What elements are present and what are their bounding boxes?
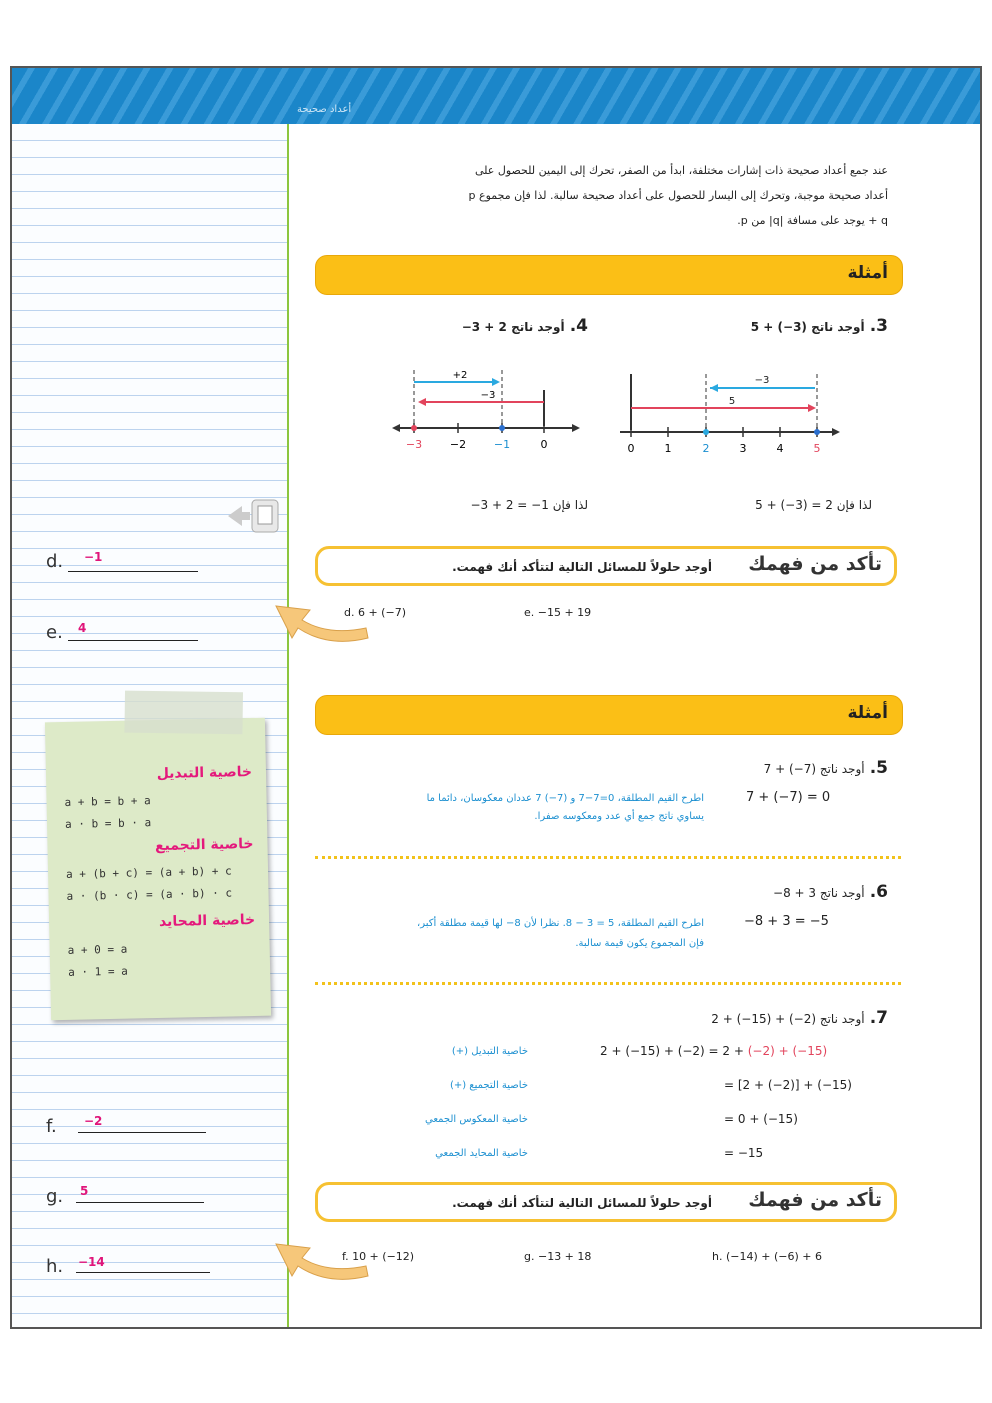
start-dot	[814, 429, 820, 435]
tick-label: 0	[540, 438, 548, 451]
example-7-step-4: = −15	[724, 1146, 764, 1160]
label-plus-2: +2	[452, 370, 468, 381]
answer-d-label: d.	[46, 551, 64, 572]
problem-f: f. 10 + (−12)	[342, 1250, 415, 1263]
answer-h-value: −14	[78, 1255, 105, 1269]
commutative-title: خاصية التبديل	[156, 764, 253, 783]
example-4-number: 4.	[569, 316, 588, 336]
curved-arrow-icon	[258, 1226, 378, 1302]
answer-f-value: −2	[84, 1114, 103, 1128]
step-2-property: خاصية التجميع (+)	[449, 1080, 528, 1091]
tick-label: −1	[493, 438, 511, 451]
example-5-equation: 7 + (−7) = 0	[746, 790, 831, 805]
label-minus-3: −3	[480, 390, 496, 401]
problem-h: h. (−14) + (−6) + 6	[712, 1250, 822, 1263]
problem-d: d. 6 + (−7)	[344, 606, 406, 619]
step-3-property: خاصية المعكوس الجمعي	[424, 1114, 528, 1125]
answer-h-label: h.	[46, 1256, 64, 1277]
example-5-explanation	[308, 790, 704, 826]
example-5-note-2: يساوي ناتج جمع أي عدد ومعكوسه صفرا.	[534, 811, 704, 822]
example-6-explanation	[308, 914, 704, 954]
tick-label: 2	[702, 442, 710, 455]
examples-title-2: أمثلة	[847, 703, 888, 723]
result-dot	[499, 425, 505, 431]
result-dot	[703, 429, 709, 435]
separator	[315, 856, 901, 859]
step-1-left: 2 + (−15) + (−2) = 2 +	[600, 1044, 748, 1058]
separator	[315, 982, 901, 985]
label-plus-5: 5	[728, 396, 736, 407]
answer-f-line[interactable]	[78, 1132, 206, 1133]
example-5-number: 5.	[869, 758, 888, 778]
example-7-prompt: أوجد ناتج (2−) + (15−) + 2	[711, 1012, 865, 1026]
example-3	[702, 316, 888, 336]
tick-label: −2	[449, 438, 467, 451]
example-3-result: لذا فإن 2 = (3−) + 5	[755, 498, 872, 512]
header-banner	[12, 68, 980, 124]
answer-e-label: e.	[46, 622, 63, 643]
tick-label: 0	[627, 442, 635, 455]
axis-arrow-right	[572, 424, 580, 432]
identity-mult: a · 1 = a	[68, 964, 128, 979]
problem-e: e. −15 + 19	[524, 606, 592, 619]
example-5-note-1: اطرح القيم المطلقة، 0=7−7 و (7−) 7 عددان معكوسان، دائما ما	[426, 793, 704, 804]
arrow-minus-3-head	[418, 398, 426, 406]
associative-add: a + (b + c) = (a + b) + c	[65, 864, 232, 881]
example-7-step-3: = 0 + (−15)	[724, 1112, 798, 1126]
number-line-example-4	[384, 360, 584, 456]
intro-line-3: q + يوجد على مسافة |q| من p.	[737, 214, 888, 227]
check-title-1: تأكد من فهمك	[748, 553, 882, 575]
axis-arrow	[832, 428, 840, 436]
tick-label: 3	[739, 442, 747, 455]
notebook-tab-icon	[224, 496, 282, 536]
answer-e-line[interactable]	[68, 640, 198, 641]
answer-h-line[interactable]	[76, 1272, 210, 1273]
associative-title: خاصية التجميع	[154, 835, 254, 855]
answer-g-value: 5	[80, 1184, 89, 1198]
commutative-add: a + b = b + a	[64, 794, 151, 809]
answer-d-line[interactable]	[68, 571, 198, 572]
examples-header-2	[315, 695, 903, 735]
check-subtitle-1: أوجد حلولاً للمسائل التالية لتتأكد أنك فهمت.	[452, 560, 712, 574]
example-6-number: 6.	[869, 882, 888, 902]
properties-note	[45, 718, 271, 1021]
check-understanding-1	[315, 546, 897, 586]
intro-paragraph	[312, 158, 888, 233]
example-3-number: 3.	[869, 316, 888, 336]
start-dot	[411, 425, 417, 431]
number-line-example-3	[612, 364, 842, 460]
example-6-note-2: فإن المجموع يكون قيمة سالبة.	[575, 938, 704, 949]
step-1-rearranged: (−2) + (−15)	[747, 1044, 828, 1058]
answer-d-value: −1	[84, 550, 103, 564]
axis-arrow-left	[392, 424, 400, 432]
check-title-2: تأكد من فهمك	[748, 1189, 882, 1211]
check-understanding-2	[315, 1182, 897, 1222]
example-4	[412, 316, 588, 336]
identity-add: a + 0 = a	[67, 942, 128, 957]
identity-title: خاصية المحايد	[158, 911, 256, 930]
intro-line-1: عند جمع أعداد صحيحة ذات إشارات مختلفة، ابدأ من الصفر، تحرك إلى اليمين للحصول على	[474, 164, 888, 177]
example-6-note-1: اطرح القيم المطلقة، 5 = 3 − 8. نظرا لأن 8− لها قيمة مطلقة أكبر،	[417, 918, 704, 929]
answer-f-label: f.	[46, 1116, 57, 1137]
tick-label: 4	[776, 442, 784, 455]
answer-e-value: 4	[78, 621, 87, 635]
examples-header-1	[315, 255, 903, 295]
example-6	[652, 882, 888, 902]
check-subtitle-2: أوجد حلولاً للمسائل التالية لتتأكد أنك فهمت.	[452, 1196, 712, 1210]
examples-title-1: أمثلة	[847, 263, 888, 283]
example-7-step-1	[600, 1044, 827, 1058]
intro-line-2: أعداد صحيحة موجبة، وتحرك إلى اليسار للحصول على أعداد صحيحة سالبة. لذا فإن مجموع p	[468, 189, 888, 202]
tick-label: 5	[813, 442, 821, 455]
answer-g-line[interactable]	[76, 1202, 204, 1203]
arrow-plus-2-head	[492, 378, 500, 386]
example-6-equation: −8 + 3 = −5	[744, 914, 829, 929]
example-6-prompt: أوجد ناتج 3 + 8−	[773, 886, 865, 900]
example-7-step-2: = [2 + (−2)] + (−15)	[724, 1078, 852, 1092]
example-7	[612, 1008, 888, 1028]
tick-label: 1	[664, 442, 672, 455]
header-label: أعداد صحيحة	[297, 104, 352, 115]
example-5-prompt: أوجد ناتج (7−) + 7	[763, 762, 865, 776]
note-tape	[124, 691, 243, 735]
example-4-prompt: أوجد ناتج 2 + 3−	[461, 320, 565, 334]
page-frame	[10, 66, 982, 1329]
associative-mult: a · (b · c) = (a · b) · c	[66, 886, 233, 903]
problem-g: g. −13 + 18	[524, 1250, 592, 1263]
commutative-mult: a · b = b · a	[64, 816, 152, 831]
arrow-minus-3-head	[710, 384, 718, 392]
tick-label: −3	[405, 438, 423, 451]
column-divider	[287, 124, 289, 1329]
example-5	[652, 758, 888, 778]
step-4-property: خاصية المحايد الجمعي	[435, 1148, 528, 1159]
example-7-number: 7.	[869, 1008, 888, 1028]
answer-g-label: g.	[46, 1186, 64, 1207]
step-1-property: خاصية التبديل (+)	[451, 1046, 528, 1057]
label-minus-3: −3	[754, 375, 770, 386]
example-4-result: لذا فإن 1− = 2 + 3−	[470, 498, 588, 512]
arrow-plus-5-head	[808, 404, 816, 412]
curved-arrow-icon	[258, 588, 378, 664]
example-3-prompt: أوجد ناتج (3−) + 5	[750, 320, 865, 334]
